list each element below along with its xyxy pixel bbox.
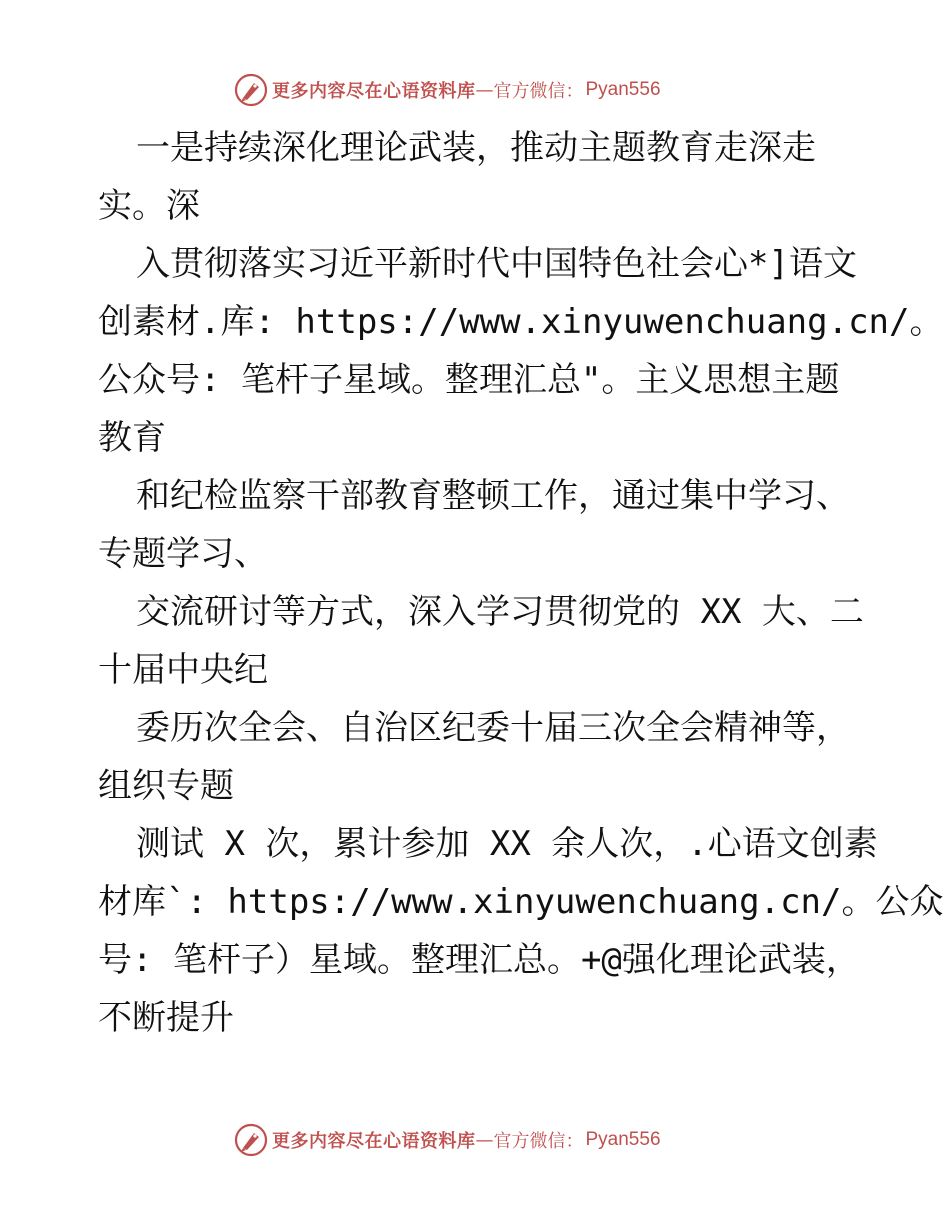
brand-name: 更多内容尽在心语资料库 xyxy=(272,81,476,102)
footer-watermark xyxy=(234,1122,714,1158)
text-line: 公众号: 笔杆子星域。整理汇总"。主义思想主题 xyxy=(98,360,840,400)
text-line: 专题学习、 xyxy=(98,534,268,574)
brand-name: 更多内容尽在心语资料库 xyxy=(272,1131,476,1152)
text-line: 十届中央纪 xyxy=(98,650,268,690)
text-line: 一是持续深化理论武装，推动主题教育走深走 xyxy=(136,128,816,168)
text-line: 不断提升 xyxy=(98,998,234,1038)
pen-nib-logo-icon xyxy=(234,73,268,107)
document-body xyxy=(98,119,944,1047)
brand-wechat-label: 官方微信： xyxy=(493,81,584,102)
brand-wechat-id: Pyan556 xyxy=(585,79,661,100)
text-line: 号: 笔杆子）星域。整理汇总。+@强化理论武装， xyxy=(98,940,860,980)
text-line: 测试 X 次，累计参加 XX 余人次，.心语文创素 xyxy=(136,824,878,864)
text-line: 创素材.库: https://www.xinyuwenchuang.cn/。 xyxy=(98,302,944,342)
text-line: 组织专题 xyxy=(98,766,234,806)
text-line: 教育 xyxy=(98,418,166,458)
brand-separator: — xyxy=(475,1129,494,1151)
text-line: 交流研讨等方式，深入学习贯彻党的 XX 大、二 xyxy=(136,592,864,632)
brand-separator: — xyxy=(475,79,494,101)
brand-wechat-label: 官方微信： xyxy=(493,1131,584,1152)
text-line: 委历次全会、自治区纪委十届三次全会精神等， xyxy=(136,708,850,748)
brand-wechat-id: Pyan556 xyxy=(585,1129,661,1150)
text-line: 入贯彻落实习近平新时代中国特色社会心*]语文 xyxy=(136,244,857,284)
pen-nib-logo-icon xyxy=(234,1123,268,1157)
header-watermark xyxy=(234,72,714,108)
text-line: 实。深 xyxy=(98,186,200,226)
text-line: 材库`: https://www.xinyuwenchuang.cn/。公众 xyxy=(98,882,944,922)
text-line: 和纪检监察干部教育整顿工作，通过集中学习、 xyxy=(136,476,850,516)
